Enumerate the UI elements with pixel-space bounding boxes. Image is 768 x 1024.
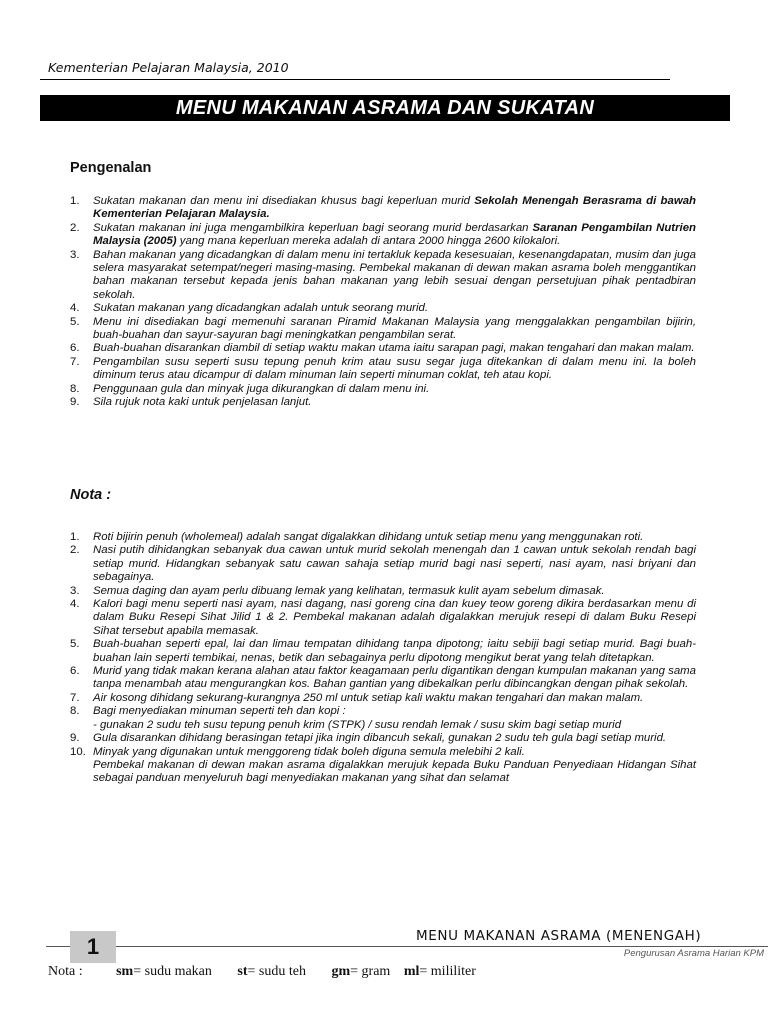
footer-rule — [46, 946, 768, 947]
document-header: Kementerian Pelajaran Malaysia, 2010 — [48, 60, 289, 75]
item-number: 3. — [70, 584, 80, 597]
nota-item — [70, 692, 696, 705]
item-text: Sukatan makanan yang dicadangkan adalah untuk seorang murid. — [93, 302, 428, 315]
item-number: 7. — [70, 355, 80, 368]
abbreviation-legend — [48, 964, 498, 980]
pengenalan-item — [70, 396, 696, 409]
item-text: Roti bijirin penuh (wholemeal) adalah sangat digalakkan dihidang untuk setiap menu yang menggunakan roti. — [93, 531, 644, 543]
nota-item — [70, 746, 696, 786]
nota-list — [70, 531, 696, 786]
item-extra-text: Pembekal makanan di dewan makan asrama digalakkan merujuk kepada Buku Panduan Penyediaan Hidangan Sihat sebagai panduan menyeluruh bagi menyediakan makanan yang sihat dan selamat — [93, 758, 696, 785]
pengenalan-heading: Pengenalan — [70, 160, 152, 176]
nota-heading: Nota : — [70, 487, 112, 503]
item-number: 5. — [70, 315, 80, 328]
header-rule — [40, 79, 670, 80]
legend-label: Nota : — [48, 964, 83, 979]
legend-item-ml: ml= mililiter — [403, 964, 476, 979]
page-number: 1 — [70, 931, 116, 963]
item-extra-text: - gunakan 2 sudu teh susu tepung penuh krim (STPK) / susu rendah lemak / susu skim bagi setiap murid — [93, 718, 622, 731]
item-text: Pengambilan susu seperti susu tepung penuh krim atau susu segar juga ditekankan di dalam menu ini. Ia boleh diminum terus atau dicampur di dalam minuman lain seperti minuman coklat, teh atau kopi. — [93, 355, 696, 382]
footer-subtitle: Pengurusan Asrama Harian KPM — [623, 948, 764, 959]
item-text: Penggunaan gula dan minyak juga dikurangkan di dalam menu ini. — [93, 382, 430, 395]
item-text: Bagi menyediakan minuman seperti teh dan kopi : — [93, 705, 346, 718]
item-number: 5. — [70, 638, 80, 651]
pengenalan-item — [70, 342, 696, 355]
pengenalan-item — [70, 249, 696, 303]
pengenalan-item — [70, 195, 696, 222]
item-number: 7. — [70, 691, 80, 704]
nota-item — [70, 585, 696, 598]
item-number: 8. — [70, 705, 80, 718]
nota-item — [70, 531, 696, 544]
nota-item — [70, 665, 696, 692]
item-number: 4. — [70, 302, 80, 315]
item-number: 6. — [70, 342, 80, 355]
item-number: 9. — [70, 396, 80, 409]
item-number: 8. — [70, 382, 80, 395]
item-text-bold: Sekolah Menengah Berasrama di bawah Kementerian Pelajaran Malaysia. — [93, 195, 696, 221]
item-text: Menu ini disediakan bagi memenuhi saranan Piramid Makanan Malaysia yang menggalakkan pengambilan bijirin, buah-buahan dan sayur-sayuran bagi meningkatkan pengambilan serat. — [93, 315, 696, 342]
item-number: 2. — [70, 544, 80, 557]
item-text: Air kosong dihidang sekurang-kurangnya 250 ml untuk setiap kali waktu makan tengahari dan makan malam. — [93, 691, 644, 704]
item-text: Nasi putih dihidangkan sebanyak dua cawan untuk murid sekolah menengah dan 1 cawan untuk sekolah rendah bagi setiap murid. Hidangkan sebanyak satu cawan sahaja setiap murid bagi nasi seperti, nasi ayam, nasi briyani dan sebagainya. — [93, 544, 696, 584]
item-text: Sukatan makanan ini juga mengambilkira keperluan bagi seorang murid berdasarkan — [93, 221, 533, 234]
nota-item — [70, 705, 696, 732]
pengenalan-list — [70, 195, 696, 410]
item-text: Semua daging dan ayam perlu dibuang lemak yang kelihatan, termasuk kulit ayam sebelum dimasak. — [93, 584, 605, 597]
footer-title: MENU MAKANAN ASRAMA (MENENGAH) — [416, 928, 702, 944]
item-number: 4. — [70, 598, 80, 611]
pengenalan-item — [70, 222, 696, 249]
item-number: 3. — [70, 248, 80, 261]
nota-item — [70, 598, 696, 638]
pengenalan-item — [70, 356, 696, 383]
item-number: 6. — [70, 665, 80, 678]
item-number: 10. — [70, 745, 86, 758]
item-text-bold: Saranan Pengambilan Nutrien Malaysia (2005) — [93, 221, 696, 248]
document-title: MENU MAKANAN ASRAMA DAN SUKATAN — [175, 97, 595, 119]
item-number: 9. — [70, 732, 80, 745]
item-number: 2. — [70, 221, 80, 234]
item-number: 1. — [70, 531, 80, 543]
legend-item-st: st= sudu teh — [237, 964, 306, 979]
item-number: 1. — [70, 195, 80, 207]
pengenalan-item — [70, 302, 696, 315]
pengenalan-item — [70, 316, 696, 343]
legend-item-sm: sm= sudu makan — [116, 964, 212, 979]
item-text: Buah-buahan disarankan diambil di setiap waktu makan utama iaitu sarapan pagi, makan tengahari dan makan malam. — [93, 342, 695, 355]
pengenalan-item — [70, 383, 696, 396]
nota-item — [70, 544, 696, 584]
item-text: Minyak yang digunakan untuk menggoreng tidak boleh diguna semula melebihi 2 kali. — [93, 745, 525, 758]
nota-item — [70, 732, 696, 745]
item-text: Bahan makanan yang dicadangkan di dalam menu ini tertakluk kepada kesesuaian, kesenangdapatan, musim dan juga selera masyarakat setempat/negeri masing-masing. Pembekal makanan di dewan makan asrama boleh menggantikan bahan makanan tersebut kepada jenis bahan makanan yang lebih sesuai dengan persetujuan pihak pentadbiran sekolah. — [93, 248, 696, 301]
item-text: Murid yang tidak makan kerana alahan atau faktor keagamaan perlu digantikan dengan kumpulan makanan yang sama tanpa menambah atau mengurangkan kos. Bahan gantian yang dibekalkan perlu dibincangkan dengan pihak sekolah. — [93, 665, 696, 691]
item-text: yang mana keperluan mereka adalah di antara 2000 hingga 2600 kilokalori. — [176, 235, 561, 248]
nota-item — [70, 638, 696, 665]
item-text: Sila rujuk nota kaki untuk penjelasan lanjut. — [93, 396, 312, 409]
item-text: Buah-buahan seperti epal, lai dan limau tempatan dihidang tanpa dipotong; iaitu sebiji bagi setiap murid. Bagi buah-buahan lain seperti tembikai, nenas, betik dan sebagainya perlu dipotong mengikut berat yang telah ditetapkan. — [93, 638, 696, 664]
legend-item-gm: gm= gram — [331, 964, 391, 979]
item-text: Sukatan makanan dan menu ini disediakan khusus bagi keperluan murid — [93, 195, 475, 207]
item-text: Kalori bagi menu seperti nasi ayam, nasi dagang, nasi goreng cina dan kuey teow goreng dikira berdasarkan menu di dalam Buku Resepi Sihat Jilid 1 & 2. Pembekal makanan adalah digalakkan merujuk resepi di dalam Buku Resepi Sihat tersebut apabila memasak. — [93, 598, 696, 637]
item-text: Gula disarankan dihidang berasingan tetapi jika ingin dibancuh sekali, gunakan 2 sudu teh gula bagi setiap murid. — [93, 732, 667, 745]
